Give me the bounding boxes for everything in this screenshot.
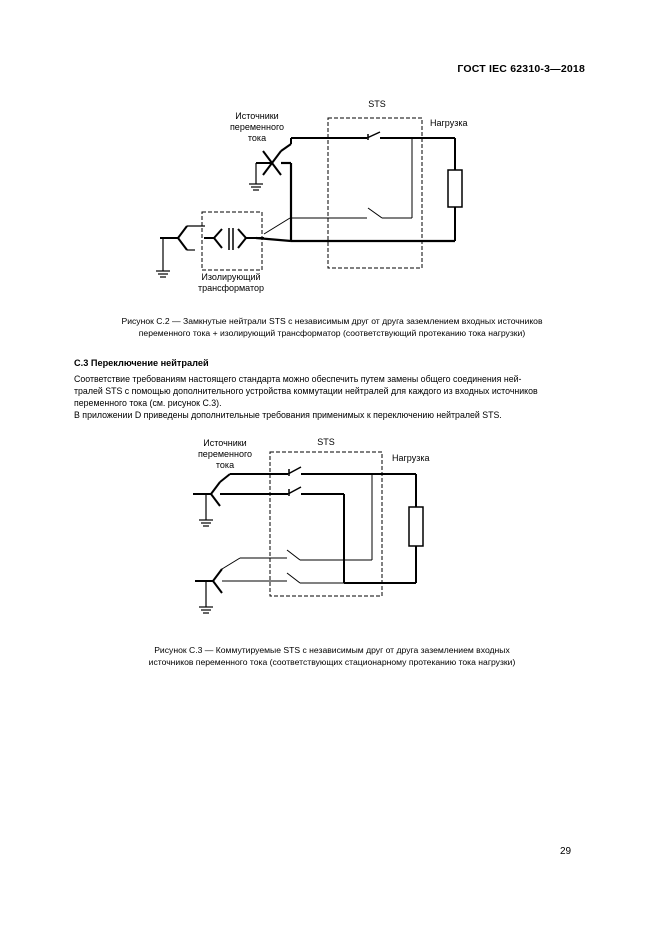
label-load-c3: Нагрузка bbox=[392, 453, 430, 463]
phase-line-c3-1 bbox=[220, 474, 416, 482]
label-sources-c3-line-3: тока bbox=[215, 460, 235, 470]
label-load: Нагрузка bbox=[430, 118, 468, 128]
figure-c2-caption-line-2: переменного тока + изолирующий трансформатор (соответствующий протеканию тока нагрузки) bbox=[138, 328, 526, 338]
figure-c2-caption-line-1: Рисунок C.2 — Замкнутые нейтрали STS с независимым друг от друга заземлением входных источников bbox=[121, 316, 543, 326]
figure-c3-caption bbox=[52, 644, 612, 668]
label-sts-c3: STS bbox=[317, 437, 335, 447]
label-sts: STS bbox=[368, 99, 386, 109]
figure-c3-caption-line-1: Рисунок C.3 — Коммутируемые STS с независимым друг от друга заземлением входных bbox=[154, 645, 510, 655]
sts-switch-c3-1 bbox=[288, 467, 301, 476]
source-2-star-symbol-c3 bbox=[195, 569, 222, 593]
sts-switch-c3-2 bbox=[288, 487, 301, 496]
label-sources-line-1: Источники bbox=[235, 111, 279, 121]
page-number: 29 bbox=[560, 846, 572, 857]
label-transformer-line-1: Изолирующий bbox=[201, 272, 261, 282]
sts-switch-c3-4 bbox=[287, 573, 344, 583]
label-transformer-line-2: трансформатор bbox=[197, 283, 265, 293]
section-title: C.3 Переключение нейтралей bbox=[74, 358, 209, 368]
ground-symbol-c3-1 bbox=[199, 494, 213, 526]
label-sources-c3-line-2: переменного bbox=[197, 449, 253, 459]
label-sources-line-3: тока bbox=[247, 133, 267, 143]
figure-c3-caption-line-2: источников переменного тока (соответствующих стационарному протеканию тока нагрузки) bbox=[148, 657, 516, 667]
paragraph-1-line-3: переменного тока (см. рисунок C.3). bbox=[74, 398, 222, 408]
document-header: ГОСТ IEC 62310-3—2018 bbox=[457, 63, 585, 75]
label-sources-c3-line-1: Источники bbox=[203, 438, 247, 448]
load-resistor-c3 bbox=[409, 507, 423, 546]
label-sources-line-2: переменного bbox=[229, 122, 285, 132]
paragraph-1-line-2: тралей STS с помощью дополнительного устройства коммутации нейтралей для каждого из входных источников bbox=[74, 386, 538, 396]
neutral-line-c3-1 bbox=[220, 494, 344, 583]
section-paragraph-2: В приложении D приведены дополнительные требования применимых к переключению нейтралей STS. bbox=[74, 410, 502, 420]
paragraph-1-line-1: Соответствие требованиям настоящего стандарта можно обеспечить путем замены общего соединения ней- bbox=[74, 374, 522, 384]
ground-symbol-c3-2 bbox=[199, 581, 213, 613]
source-2-lines-c3 bbox=[222, 558, 287, 581]
